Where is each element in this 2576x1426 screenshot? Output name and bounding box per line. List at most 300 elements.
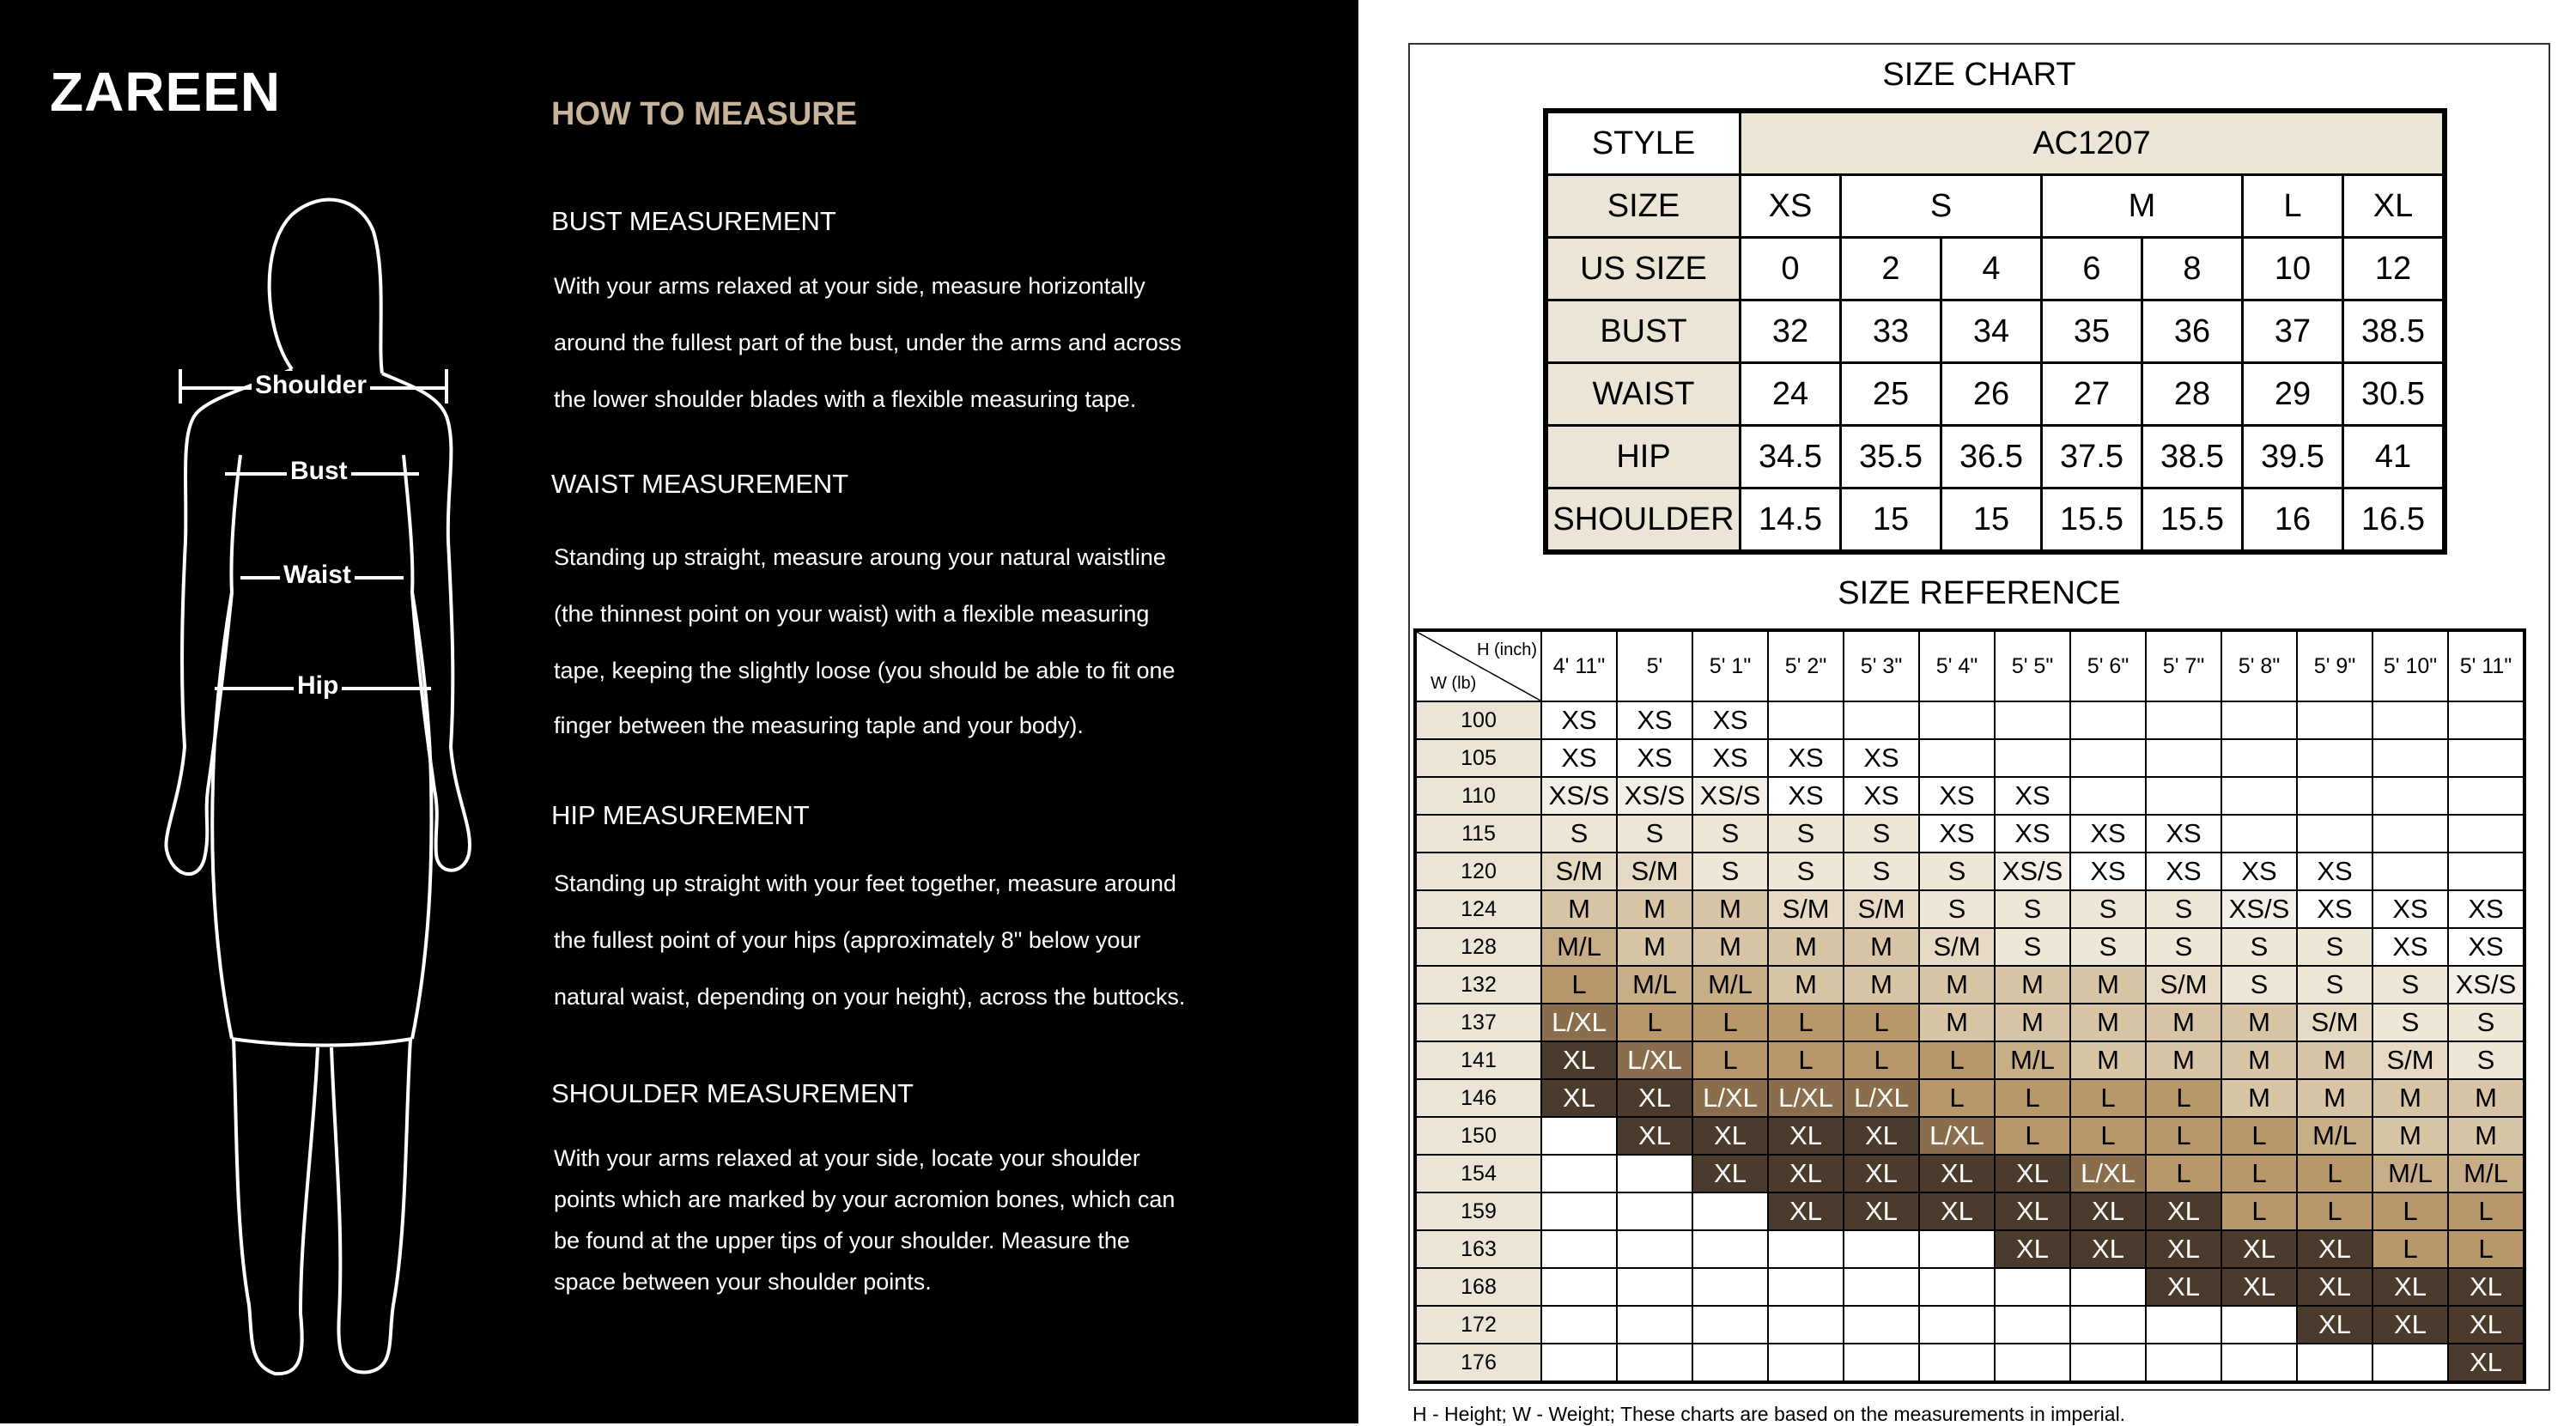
size-cell: S [2221,928,2297,966]
size-cell: M/L [2372,1155,2448,1192]
measure-label: BUST [1546,300,1741,363]
measure-value: 15.5 [2042,488,2142,553]
size-cell: M [1844,966,1919,1004]
size-cell: S [2297,966,2372,1004]
measure-value: 27 [2042,363,2142,426]
size-cell: M [2221,1079,2297,1117]
size-cell: L [2146,1155,2221,1192]
size-cell: L [2448,1230,2524,1268]
size-cell [2297,815,2372,853]
size-cell: XL [1541,1079,1617,1117]
size-cell: XS/S [2448,966,2524,1004]
size-cell: M [2146,1004,2221,1041]
measure-value: 34.5 [1741,426,1841,488]
table-row [1415,1192,2524,1230]
size-cell: XL [1844,1117,1919,1155]
size-cell [1919,739,1995,777]
size-cell: XS [1844,739,1919,777]
weight-cell: 132 [1415,966,1541,1004]
size-cell: L/XL [1692,1079,1768,1117]
size-cell [1541,1230,1617,1268]
table-row [1415,1306,2524,1344]
size-cell: L [1768,1041,1844,1079]
size-cell: M [1844,928,1919,966]
size-cell [1541,1344,1617,1382]
height-header-cell: 4' 11" [1541,630,1617,701]
weight-cell: 110 [1415,777,1541,815]
size-cell: L [2297,1155,2372,1192]
size-cell: XS [1617,739,1692,777]
brand-logo: ZAREEN [50,61,282,123]
size-cell: M [1919,966,1995,1004]
size-cell: M [2372,1117,2448,1155]
size-header-cell: S [1841,175,2042,238]
size-cell [2070,777,2146,815]
size-cell: S [2448,1041,2524,1079]
size-cell: M/L [1995,1041,2070,1079]
table-row [1415,890,2524,928]
size-cell: XS [2448,928,2524,966]
size-cell: M [2297,1041,2372,1079]
size-cell: XL [2146,1268,2221,1306]
size-cell: XL [2448,1268,2524,1306]
corner-cell [1415,630,1541,701]
size-cell: M [2372,1079,2448,1117]
measure-value: 0 [1741,238,1841,300]
measure-value: 2 [1841,238,1941,300]
size-cell: M [1768,928,1844,966]
measure-value: 38.5 [2142,426,2243,488]
size-cell: L [2070,1079,2146,1117]
size-cell: XL [2448,1344,2524,1382]
size-cell [2372,701,2448,739]
size-cell: XL [1844,1155,1919,1192]
table-row [1415,1004,2524,1041]
height-header-cell: 5' 2" [1768,630,1844,701]
measure-value: 16.5 [2343,488,2445,553]
size-cell [2448,815,2524,853]
hip-text-line: natural waist, depending on your height), across the buttocks. [554,984,1186,1010]
table-row [1415,1155,2524,1192]
size-cell: M [2070,1041,2146,1079]
size-cell: S [2221,966,2297,1004]
size-cell [1541,1155,1617,1192]
size-cell [2146,777,2221,815]
size-cell: M [1541,890,1617,928]
how-to-measure-title: HOW TO MEASURE [551,96,858,132]
bust-text-line: the lower shoulder blades with a flexible measuring tape. [554,386,1137,412]
size-cell: XS/S [1541,777,1617,815]
size-cell [1617,1268,1692,1306]
size-cell: M/L [1541,928,1617,966]
size-cell: XL [2448,1306,2524,1344]
size-cell: S/M [2297,1004,2372,1041]
size-cell [1919,1344,1995,1382]
measure-value: 30.5 [2343,363,2445,426]
size-cell [1541,1192,1617,1230]
size-cell: XS [1919,815,1995,853]
size-cell [2221,815,2297,853]
measure-value: 15 [1941,488,2042,553]
height-header-cell: 5' 4" [1919,630,1995,701]
weight-cell: 163 [1415,1230,1541,1268]
size-cell: L [2146,1079,2221,1117]
size-cell [1617,1192,1692,1230]
size-cell [2221,777,2297,815]
size-cell: M [1995,966,2070,1004]
table-row [1546,426,2445,488]
body-figure [163,197,489,1382]
size-cell: M [2221,1004,2297,1041]
waist-text-line: tape, keeping the slightly loose (you should be able to fit one [554,658,1176,683]
size-cell: XL [1617,1079,1692,1117]
weight-cell: 176 [1415,1344,1541,1382]
weight-axis-label: W (lb) [1431,674,1477,693]
measure-value: 4 [1941,238,2042,300]
size-cell: L [2448,1192,2524,1230]
size-cell: S [1995,890,2070,928]
weight-cell: 141 [1415,1041,1541,1079]
measure-value: 28 [2142,363,2243,426]
weight-cell: 100 [1415,701,1541,739]
table-row [1546,363,2445,426]
size-header-cell: M [2042,175,2243,238]
size-cell: XS [2146,853,2221,890]
table-row [1415,1344,2524,1382]
hip-text-line: the fullest point of your hips (approximately 8" below your [554,927,1141,953]
size-cell: XL [1692,1117,1768,1155]
size-cell: M [2448,1117,2524,1155]
size-cell: XL [1768,1117,1844,1155]
size-cell: XL [2372,1306,2448,1344]
size-cell: S [1919,890,1995,928]
size-cell [1995,1268,2070,1306]
footnote: H - Height; W - Weight; These charts are based on the measurements in imperial. [1413,1403,2126,1425]
size-cell: XS [1692,739,1768,777]
hip-text-line: Standing up straight with your feet together, measure around [554,871,1176,896]
size-cell: S/M [1844,890,1919,928]
size-cell: L/XL [1768,1079,1844,1117]
measure-value: 8 [2142,238,2243,300]
table-row [1415,777,2524,815]
measure-value: 33 [1841,300,1941,363]
size-cell [1844,1230,1919,1268]
table-row [1415,853,2524,890]
size-label: SIZE [1546,175,1741,238]
size-cell: XL [2221,1268,2297,1306]
size-cell: XL [2372,1268,2448,1306]
size-cell: XS [1541,701,1617,739]
size-cell [2372,777,2448,815]
size-cell: XS [2146,815,2221,853]
hip-section-title: HIP MEASUREMENT [551,800,810,830]
size-cell [1692,1306,1768,1344]
waist-text-line: finger between the measuring taple and your body). [554,713,1084,738]
size-cell [1995,739,2070,777]
weight-cell: 150 [1415,1117,1541,1155]
weight-cell: 168 [1415,1268,1541,1306]
size-cell: M/L [2448,1155,2524,1192]
measure-value: 14.5 [1741,488,1841,553]
size-cell: XS [2221,853,2297,890]
shoulder-text-line: points which are marked by your acromion bones, which can [554,1186,1176,1212]
size-cell [1995,1344,2070,1382]
table-row [1415,928,2524,966]
shoulder-section-title: SHOULDER MEASUREMENT [551,1078,914,1108]
size-cell: XS/S [1692,777,1768,815]
size-cell: L [2070,1117,2146,1155]
size-cell [2221,701,2297,739]
measure-value: 36 [2142,300,2243,363]
table-row [1546,488,2445,553]
size-cell: L/XL [1844,1079,1919,1117]
waist-text-line: (the thinnest point on your waist) with a flexible measuring [554,601,1150,627]
size-cell: M [2297,1079,2372,1117]
size-cell: M [1768,966,1844,1004]
size-reference-title: SIZE REFERENCE [1838,575,2121,611]
size-cell: XL [1919,1192,1995,1230]
size-cell: S [1768,815,1844,853]
size-cell [1541,1268,1617,1306]
shoulder-text-line: With your arms relaxed at your side, locate your shoulder [554,1145,1140,1171]
style-label: STYLE [1546,111,1741,175]
style-value: AC1207 [1741,111,2445,175]
size-cell: S [1844,853,1919,890]
size-cell: XS/S [1995,853,2070,890]
size-cell: L [2372,1230,2448,1268]
size-cell: XL [1995,1155,2070,1192]
size-cell: S [2448,1004,2524,1041]
size-cell: XS [2297,890,2372,928]
size-cell: S/M [1768,890,1844,928]
size-cell [1692,1230,1768,1268]
size-cell: XL [1692,1155,1768,1192]
table-row [1415,1041,2524,1079]
label-hip: Hip [294,671,342,701]
size-cell: XL [1617,1117,1692,1155]
size-cell: S/M [1919,928,1995,966]
size-cell: M [2146,1041,2221,1079]
size-cell [2070,1344,2146,1382]
table-row [1415,1230,2524,1268]
size-cell: M [1919,1004,1995,1041]
measure-label: US SIZE [1546,238,1741,300]
size-chart-title: SIZE CHART [1882,57,2076,93]
size-cell: S [2372,966,2448,1004]
size-cell [2448,701,2524,739]
size-cell [1692,1192,1768,1230]
size-cell: L [1692,1004,1768,1041]
measure-value: 6 [2042,238,2142,300]
height-header-cell: 5' 11" [2448,630,2524,701]
size-cell [1541,1306,1617,1344]
label-waist: Waist [280,561,355,590]
size-cell: XL [2070,1230,2146,1268]
size-cell: L [2297,1192,2372,1230]
height-axis-label: H (inch) [1476,640,1537,659]
size-cell: XL [1768,1155,1844,1192]
size-header-cell: XL [2343,175,2445,238]
size-cell: M [1995,1004,2070,1041]
size-cell [1617,1344,1692,1382]
size-cell [1844,1344,1919,1382]
size-cell: XS [2070,815,2146,853]
size-cell: S [1541,815,1617,853]
size-cell [2372,739,2448,777]
weight-cell: 146 [1415,1079,1541,1117]
table-row [1546,300,2445,363]
height-header-cell: 5' 6" [2070,630,2146,701]
size-cell: XS [1617,701,1692,739]
measure-label: HIP [1546,426,1741,488]
size-cell [1768,701,1844,739]
size-cell: M [1692,890,1768,928]
size-cell: S/M [1617,853,1692,890]
height-header-cell: 5' 8" [2221,630,2297,701]
size-cell: XS [2372,890,2448,928]
weight-cell: 120 [1415,853,1541,890]
size-cell: XS [1768,777,1844,815]
table-row [1415,1079,2524,1117]
measure-value: 36.5 [1941,426,2042,488]
size-cell [1919,1230,1995,1268]
size-cell: S [2070,890,2146,928]
bust-text-line: With your arms relaxed at your side, measure horizontally [554,273,1145,299]
weight-cell: 124 [1415,890,1541,928]
size-cell: L [2221,1117,2297,1155]
size-cell: M [1692,928,1768,966]
size-cell: XS [2297,853,2372,890]
size-cell [1919,1306,1995,1344]
table-header-row [1415,630,2524,701]
size-cell: L [1844,1041,1919,1079]
size-cell: XS [1995,815,2070,853]
measure-label: WAIST [1546,363,1741,426]
measure-value: 24 [1741,363,1841,426]
weight-cell: 159 [1415,1192,1541,1230]
size-cell: L [1541,966,1617,1004]
size-cell [1692,1268,1768,1306]
measure-value: 15.5 [2142,488,2243,553]
measure-value: 38.5 [2343,300,2445,363]
size-chart-table [1543,108,2447,555]
table-row [1415,815,2524,853]
size-cell: L [1995,1079,2070,1117]
table-row [1546,111,2445,175]
table-row [1415,701,2524,739]
size-cell: S [2146,928,2221,966]
waist-section-title: WAIST MEASUREMENT [551,469,849,499]
size-cell: L [1919,1079,1995,1117]
size-cell: S/M [1541,853,1617,890]
table-row [1415,1268,2524,1306]
size-cell [2146,1344,2221,1382]
size-cell: L [1617,1004,1692,1041]
size-cell: XS/S [2221,890,2297,928]
weight-cell: 105 [1415,739,1541,777]
size-cell: L [1919,1041,1995,1079]
size-cell: L [1692,1041,1768,1079]
size-cell [2146,1306,2221,1344]
weight-cell: 137 [1415,1004,1541,1041]
measure-value: 12 [2343,238,2445,300]
weight-cell: 128 [1415,928,1541,966]
size-cell: XL [1995,1192,2070,1230]
size-cell: S [2146,890,2221,928]
size-cell [2297,739,2372,777]
table-row [1415,1117,2524,1155]
size-cell [2221,1344,2297,1382]
measure-value: 25 [1841,363,1941,426]
size-cell: XL [1768,1192,1844,1230]
measure-value: 26 [1941,363,2042,426]
measure-value: 39.5 [2243,426,2343,488]
size-header-cell: L [2243,175,2343,238]
size-cell: S [1617,815,1692,853]
height-header-cell: 5' 1" [1692,630,1768,701]
measure-value: 29 [2243,363,2343,426]
size-cell [1919,1268,1995,1306]
height-header-cell: 5' 7" [2146,630,2221,701]
size-cell: XL [1919,1155,1995,1192]
measure-value: 41 [2343,426,2445,488]
table-row [1415,739,2524,777]
size-cell: L/XL [1919,1117,1995,1155]
weight-cell: 115 [1415,815,1541,853]
size-cell: M/L [1692,966,1768,1004]
size-cell: L [2146,1117,2221,1155]
measure-value: 32 [1741,300,1841,363]
size-cell: XS [1541,739,1617,777]
size-cell: XS [1844,777,1919,815]
bust-text-line: around the fullest part of the bust, under the arms and across [554,330,1182,355]
size-cell: L [1768,1004,1844,1041]
size-cell [2221,739,2297,777]
weight-cell: 172 [1415,1306,1541,1344]
size-cell [1844,701,1919,739]
size-cell [2070,1306,2146,1344]
size-cell [1768,1344,1844,1382]
height-header-cell: 5' [1617,630,1692,701]
size-cell: L [2221,1192,2297,1230]
size-cell: XL [2297,1230,2372,1268]
size-cell [2297,777,2372,815]
size-cell [1617,1306,1692,1344]
size-cell: XS [2070,853,2146,890]
size-cell: S/M [2146,966,2221,1004]
size-cell: XL [1541,1041,1617,1079]
size-cell: M [1617,928,1692,966]
size-cell [1541,1117,1617,1155]
height-header-cell: 5' 5" [1995,630,2070,701]
size-cell [1617,1230,1692,1268]
size-cell [2448,853,2524,890]
size-reference-table [1413,628,2526,1384]
size-cell: M [2070,966,2146,1004]
size-cell: M [1617,890,1692,928]
size-cell: XL [2297,1306,2372,1344]
size-cell: XL [2297,1268,2372,1306]
size-cell: XS [1692,701,1768,739]
size-cell [1844,1268,1919,1306]
size-cell [1844,1306,1919,1344]
size-cell: M [2448,1079,2524,1117]
size-cell: XS [1768,739,1844,777]
size-cell: S [2070,928,2146,966]
size-cell: M [2070,1004,2146,1041]
size-cell [1692,1344,1768,1382]
size-cell: S [1692,815,1768,853]
